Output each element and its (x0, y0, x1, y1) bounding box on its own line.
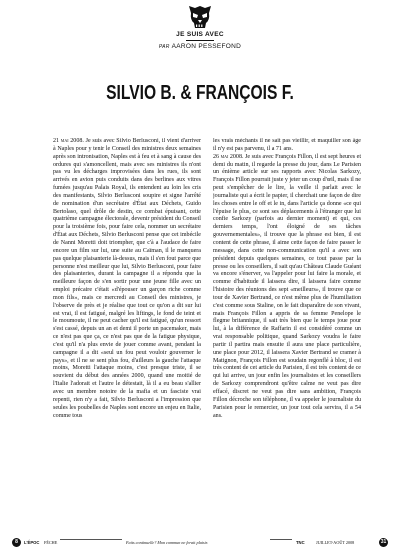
paragraph (53, 138, 201, 420)
article-column-right (213, 138, 361, 526)
footer-tagline: Faits continuelle? Mon commun ne ferait plaisir. (126, 540, 208, 545)
paragraph (213, 154, 361, 421)
skull-logo-icon (186, 4, 214, 30)
paragraph-text: les vrais méchants il ne sait pas vieillir, et maquiller son âge il n'y est pas parvenu, il a 71 ans. (213, 138, 361, 152)
byline-prefix: PAR (158, 44, 170, 50)
page-number-left: 8 (12, 538, 21, 547)
page-footer (0, 535, 400, 551)
paragraph-text: 2008. Je suis avec Silvio Berlusconi, il vient d'arriver à Naples pour y tenir le Conseil des ministres deux semaines après son intronisation, Naples est à feu et à sang à cause des ordures qui s'amoncellent, mais avec ses ministres ils n'ont pas vu les décharges improvisées dans les rues, ils sont arrivés en avion puis conduits dans des berlines aux vitres fumées jusqu'au Palais Royal, ils entendent au loin les cris des manifestants, Silvio Berlusconi soupire et signe l'arrêté de nomination d'un secrétaire d'État aux Déchets, Guido Bertolaso, quel drôle de destin, ce combat épuisant, cette quatrième campagne électorale, devenir président du Conseil pour la troisième fois, pour faire cela, nommer un secrétaire d'État aux Déchets, Silvio Berlusconi pense que cet imbécile de Nanni Moretti doit triompher, que c'à a l'audace de faire encore un film sur lui, une suite au Caïman, il le manquera pas quelque plaisanterie là-dessus, mais il s'en fout parce que personne n'est meilleur que lui, Silvio Berlusconi, pour faire des plaisanteries, durant la campagne il a répondu que la meilleure façon de s'en sortir pour une jeune fille avec un emploi précaire c'était «d'épouser un garçon riche comme mon fils», mais ce mercredi au Conseil des ministres, je l'observe de près et je réalise que tout ce qu'on a dit sur lui est vrai, il est fatigué, malgré les liftings, le fond de teint et le moumoute, il ne peut cacher qu'il est fatigué, qu'un ressort s'est cassé, depuis un an et demi il porte un pacemaker, mais ce n'est pas que ça, ce n'est pas que de la fatigue physique, c'est qu'il n'a plus envie de jouer comme avant, pendant la campagne il a dit «seul un fou peut vouloir gouverner le pays», et il ne se sent plus fou, d'ailleurs la gauche l'attaque moins, Moretti l'attaque moins, c'est presque triste, il se souvient du début des années 2000, quand une moitié de l'Italie l'adorait et l'autre le détestait, là il a eu beau s'allier avec un membre notoire de la mafia et un fasciste vrai repenti, rien n'y a fait, Silvio Berlusconi a l'impression que seules les poubelles de Naples sont encore un enjeu en Italie, comme tous (53, 138, 201, 419)
page-number-right: 31 (380, 539, 387, 545)
rubric-divider (186, 40, 214, 41)
article-column-left (53, 138, 201, 526)
article-title: SILVIO B. & FRANÇOIS F. (106, 82, 294, 104)
paragraph-date: 26 mai (213, 153, 229, 160)
issue-date: JUILLET-AOÛT 2008 (316, 540, 355, 545)
byline (0, 43, 400, 50)
footer-rule (60, 539, 122, 540)
rubric-label: JE SUIS AVEC (176, 31, 224, 38)
magazine-name: L'ÉPOC (24, 540, 40, 545)
section-label: FÉCHE (44, 540, 58, 545)
issue-code: TNC (296, 540, 305, 545)
footer-rule (270, 539, 292, 540)
paragraph-date: 21 mai (53, 138, 69, 144)
paragraph (213, 138, 361, 154)
paragraph-text: 2008. Je suis avec François Fillon, il est sept heures et demi du matin, il regarde la presse du jour, dans Le Parisien un énième article sur ses rapports avec Nicolas Sarkozy, François Fillon pourrait juste y jeter un coup d'œil, mais il ne peut s'empêcher de le lire, la veille il parlait avec le journaliste qui a écrit le papier, il cherchait une façon de dire les choses entre le off et le in, dans l'article ça donne «ce qui l'épuise le plus, ce sont ses déplacements à l'étranger que lui confie Sarkozy (parfois au dernier moment) et qui, ces derniers temps, l'ont éloigné de ses tâches gouvernementales», il trouve que la phrase est bien, il est content de cette phrase, il aime cette façon de faire passer le message, dans cette non-communication qu'il a avec son président depuis quelques semaines, ce tout passe par la presse ou les conseillers, il sait qu'au Château Claude Guéant va encore s'énerver, va l'appeler pour lui faire la morale, et comme d'habitude il laissera dire, il laissera faire comme l'histoire des réunions des sept «meilleurs», il trouve que ce tour de Xavier Bertrand, ce n'est même plus de l'humiliation c'est comme sous Staline, on le fait disparaître de son vivant, mais François Fillon a appris de sa femme Penelope le flegme britannique, il sait très bien que le temps joue pour lui, à la différence de Raffarin il est considéré comme un vrai responsable politique, quand Sarkozy voudra le faire partir il partira mais ensuite il aura une place particulière, une place pour 2012, il laissera Xavier Bertrand se cramer à Matignon, François Fillon est soudain regonflé à bloc, il est très content de cet article du Parisien, il est très content de ce qui lui arrive, un jour enfin les journalistes et les conseillers de Sarkozy comprendront qu'être calme ne veut pas dire effacé, discret ne veut pas dire sans ambition, François Fillon décroche son téléphone, il va appeler le journaliste du Parisien pour le remercier, un jour tout cela servira, il a 54 ans. (213, 153, 361, 419)
byline-author: AARON PESSEFOND (171, 43, 242, 50)
